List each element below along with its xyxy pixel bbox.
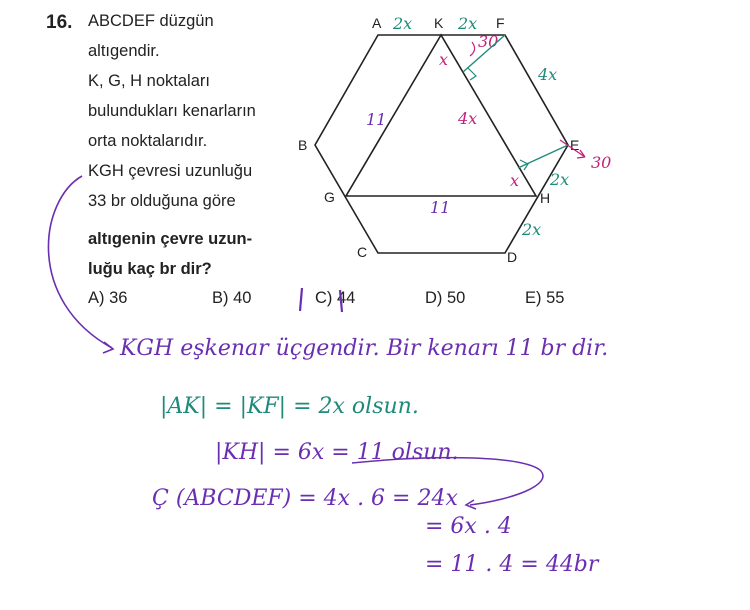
ann-hd: 2x (522, 220, 542, 239)
solution-arrow (48, 176, 112, 348)
label-f: F (496, 15, 505, 31)
label-a: A (372, 15, 382, 31)
solution-line-5: = 6x . 4 (425, 514, 512, 539)
label-g: G (324, 189, 335, 205)
ann-ag: 11 (366, 110, 387, 129)
label-h: H (540, 190, 551, 206)
solution-line-6: = 11 . 4 = 44br (425, 552, 599, 577)
label-c: C (357, 244, 368, 260)
choice-a[interactable]: A) 36 (88, 289, 128, 307)
question-line-9: luğu kaç br dir? (88, 260, 212, 278)
label-d: D (507, 249, 518, 265)
ann-ak: 2x (393, 14, 413, 33)
question-line-7: 33 br olduğuna göre (88, 192, 236, 210)
question-line-2: altıgendir. (88, 42, 160, 60)
question-line-8: altıgenin çevre uzun- (88, 230, 253, 248)
solution-line-4: Ç (ABCDEF) = 4x . 6 = 24x (152, 486, 458, 511)
ann-kf: 2x (458, 14, 478, 33)
solution-line-1: KGH eşkenar üçgendir. Bir kenarı 11 br dir. (120, 336, 609, 361)
solution-line-2: |AK| = |KF| = 2x olsun. (160, 394, 419, 419)
choice-e[interactable]: E) 55 (525, 289, 565, 307)
angle-mark-top (468, 68, 476, 80)
question-number: 16. (46, 12, 73, 33)
question-line-4: bulundukları kenarların (88, 102, 256, 120)
ann-mark-k: x (439, 50, 449, 69)
ann-gh: 11 (430, 198, 451, 217)
label-b: B (298, 137, 308, 153)
choice-d[interactable]: D) 50 (425, 289, 466, 307)
solution-line-3: |KH| = 6x = 11 olsun. (215, 440, 459, 465)
ann-eh: 2x (550, 170, 570, 189)
choice-b[interactable]: B) 40 (212, 289, 252, 307)
answer-mark (300, 288, 342, 312)
angle-arc-top (470, 42, 475, 56)
question-line-3: K, G, H noktaları (88, 72, 210, 90)
label-k: K (434, 15, 444, 31)
label-e: E (570, 137, 580, 153)
question-line-5: orta noktalarıdır. (88, 132, 208, 150)
ann-fe: 4x (538, 65, 558, 84)
ann-angle-top: 30 (478, 32, 499, 51)
question-line-6: KGH çevresi uzunluğu (88, 162, 253, 180)
ann-mark-h: x (510, 171, 520, 190)
question-line-1: ABCDEF düzgün (88, 12, 214, 30)
ann-angle-right: 30 (591, 153, 612, 172)
ann-kh: 4x (458, 109, 478, 128)
choice-c[interactable]: C) 44 (315, 289, 356, 307)
